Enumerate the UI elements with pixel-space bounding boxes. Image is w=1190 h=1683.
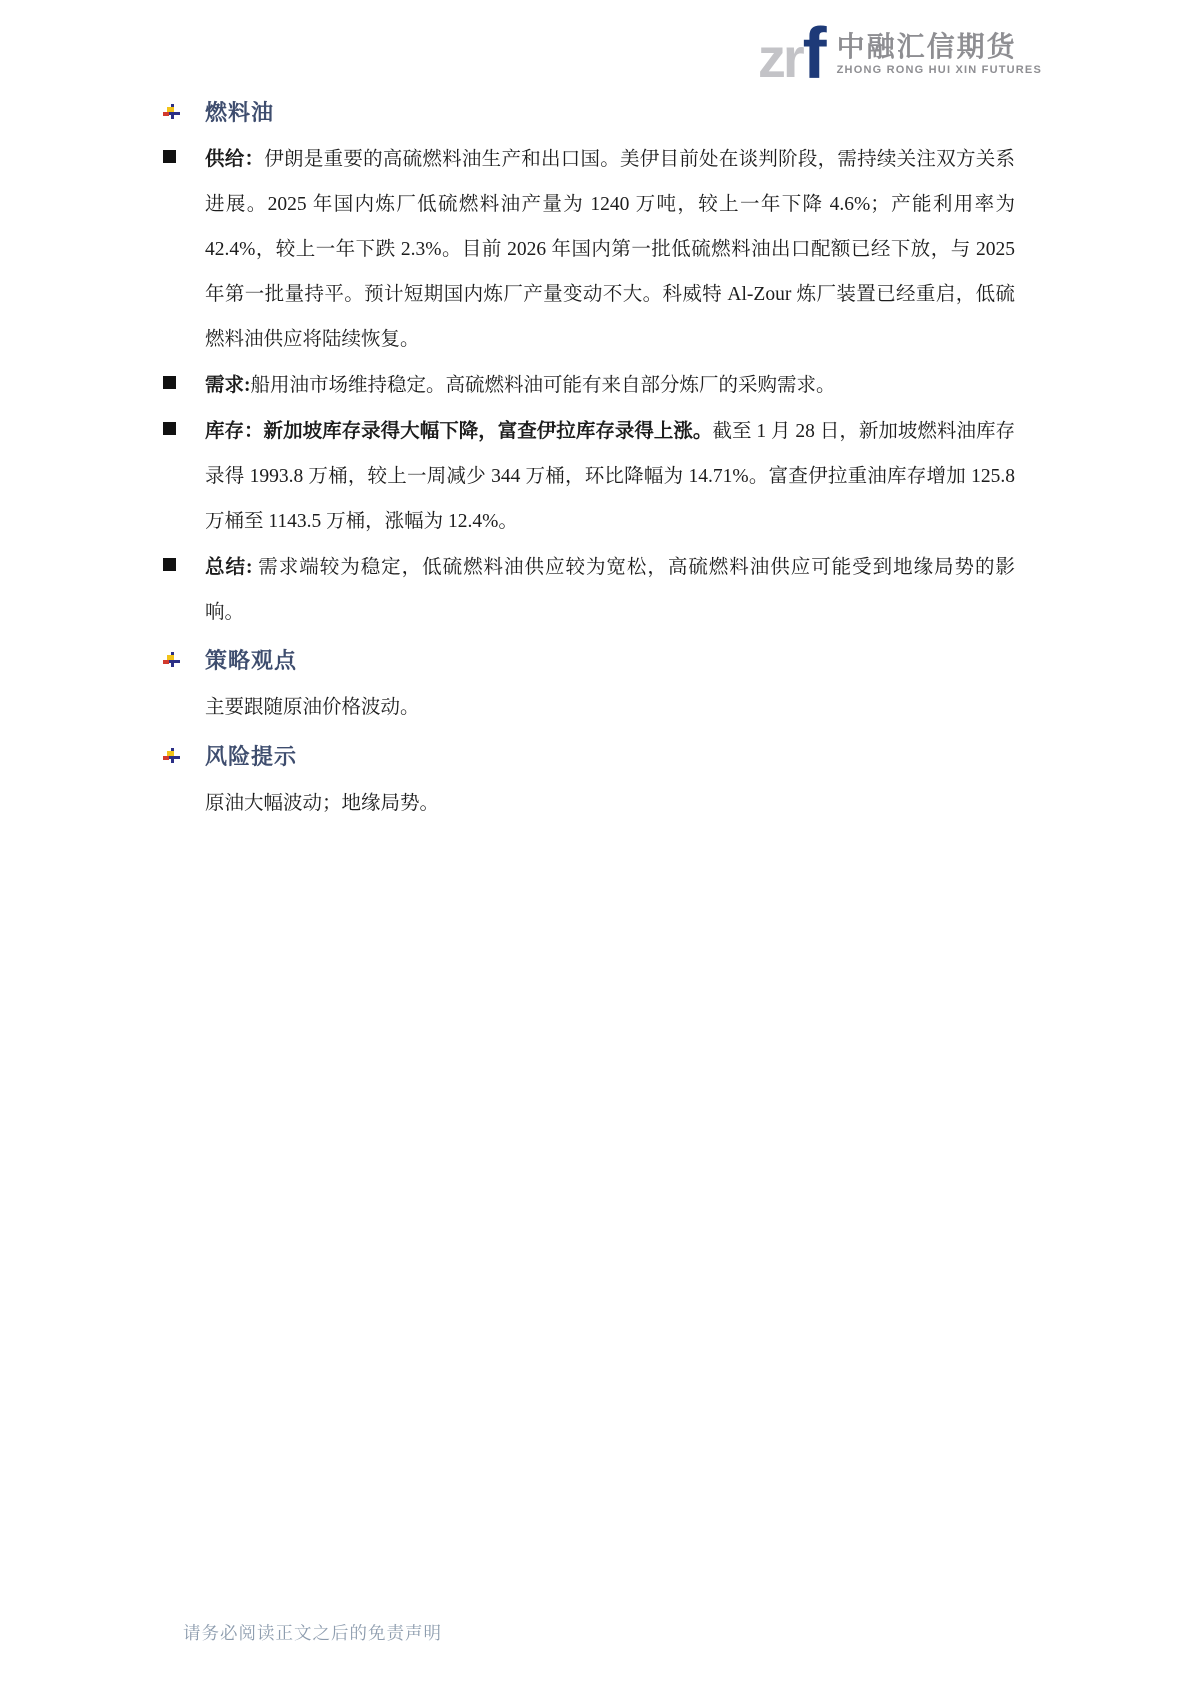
square-bullet-icon: [163, 558, 176, 571]
inventory-label: 库存：新加坡库存录得大幅下降，富查伊拉库存录得上涨。: [205, 421, 713, 442]
supply-label: 供给：: [205, 149, 265, 170]
bullet-inventory: [163, 409, 1015, 544]
strategy-paragraph: 主要跟随原油价格波动。: [205, 697, 420, 718]
section-marker-icon: [163, 651, 180, 668]
section-strategy-heading: [163, 644, 1015, 675]
section-fuel-oil-heading: [163, 96, 1015, 127]
brand-logo: [757, 14, 1042, 94]
supply-text: 伊朗是重要的高硫燃料油生产和出口国。美伊目前处在谈判阶段，需持续关注双方关系进展。2025 年国内炼厂低硫燃料油产量为 1240 万吨，较上一年下降 4.6%；产能利用率为 42.4%，较上一年下跌 2.3%。目前 2026 年国内第一批低硫燃料油出口配额已经下放，与 2025 年第一批量持平。预计短期国内炼厂产量变动不大。科威特 Al-Zour 炼厂装置已经重启，低硫燃料油供应将陆续恢复。: [205, 149, 1015, 350]
summary-label: 总结:: [205, 557, 253, 578]
logo-wordmark: [837, 32, 1042, 77]
square-bullet-icon: [163, 150, 176, 163]
report-body: [163, 96, 1015, 832]
bullet-supply: [163, 137, 1015, 362]
risk-paragraph: 原油大幅波动；地缘局势。: [205, 793, 440, 814]
section-title-fuel-oil: 燃料油: [205, 100, 275, 125]
bullet-summary: [163, 545, 1015, 635]
logo-company-name-en: ZHONG RONG HUI XIN FUTURES: [836, 64, 1042, 77]
logo-zrf-mark: [757, 14, 827, 94]
section-title-risk: 风险提示: [205, 744, 298, 769]
logo-f-letter: f: [802, 14, 827, 94]
section-marker-icon: [163, 103, 180, 120]
inventory-paragraph: [205, 409, 1015, 544]
square-bullet-icon: [163, 422, 176, 435]
supply-paragraph: [205, 137, 1015, 362]
inventory-text: 截至 1 月 28 日，新加坡燃料油库存录得 1993.8 万桶，较上一周减少 344 万桶，环比降幅为 14.71%。富查伊拉重油库存增加 125.8 万桶至 1143.5 万桶，涨幅为 12.4%。: [205, 421, 1015, 532]
summary-paragraph: [205, 545, 1015, 635]
demand-text: 船用油市场维持稳定。高硫燃料油可能有来自部分炼厂的采购需求。: [250, 375, 836, 396]
summary-text: 需求端较为稳定，低硫燃料油供应较为宽松，高硫燃料油供应可能受到地缘局势的影响。: [205, 557, 1015, 623]
section-title-strategy: 策略观点: [205, 648, 298, 673]
section-risk-heading: [163, 740, 1015, 771]
footer-disclaimer: 请务必阅读正文之后的免责声明: [183, 1623, 442, 1643]
section-marker-icon: [163, 747, 180, 764]
demand-label: 需求:: [205, 375, 251, 396]
logo-zr-letters: zr: [757, 26, 802, 89]
logo-company-name-cn: 中融汇信期货: [836, 30, 1017, 62]
square-bullet-icon: [163, 376, 176, 389]
bullet-demand: [163, 363, 1015, 408]
demand-paragraph: [205, 363, 1015, 408]
